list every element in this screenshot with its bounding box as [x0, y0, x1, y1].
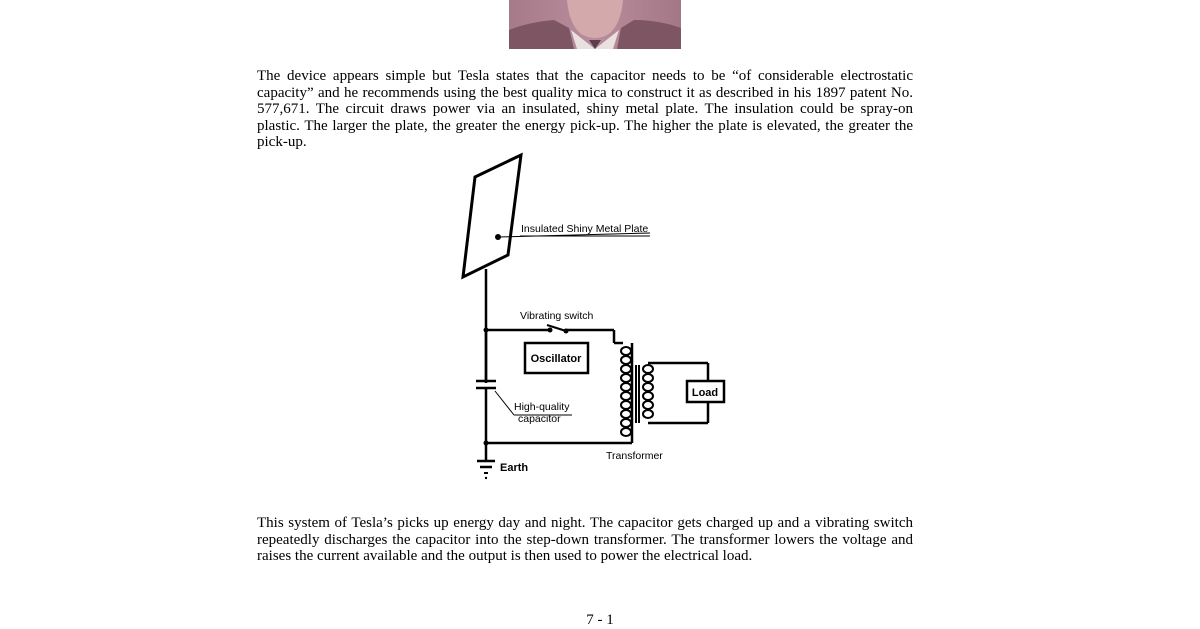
- circuit-diagram: [456, 151, 732, 486]
- metal-plate-icon: [463, 155, 521, 277]
- plate-label: Insulated Shiny Metal Plate: [521, 223, 649, 235]
- page-number: 7 - 1: [586, 612, 614, 628]
- capacitor-label-line2: capacitor: [518, 413, 561, 425]
- intro-paragraph: The device appears simple but Tesla states that the capacitor needs to be “of considerable electrostatic capacity” and he recommends using the best quality mica to construct it as described in his 1897 patent No. 577,671. The circuit draws power via an insulated, shiny metal plate. The insulation could be spray-on plastic. The larger the plate, the greater the energy pick-up. The higher the plate is elevated, the greater the pick-up.: [257, 68, 913, 151]
- oscillator-label: Oscillator: [530, 353, 582, 365]
- capacitor-icon: [476, 330, 496, 443]
- capacitor-label-line1: High-quality: [514, 401, 570, 413]
- outro-paragraph: This system of Tesla’s picks up energy day and night. The capacitor gets charged up and a vibrating switch repeatedly discharges the capacitor into the step-down transformer. The transformer lowers the voltage and raises the current available and the output is then used to power the electrical load.: [257, 515, 913, 565]
- portrait-photo: [509, 0, 681, 49]
- earth-ground-icon: [477, 443, 495, 479]
- transformer-label: Transformer: [606, 450, 663, 462]
- switch-label: Vibrating switch: [520, 310, 594, 322]
- vibrating-switch-icon: [547, 325, 569, 334]
- load-label: Load: [691, 387, 719, 399]
- earth-label: Earth: [500, 462, 529, 474]
